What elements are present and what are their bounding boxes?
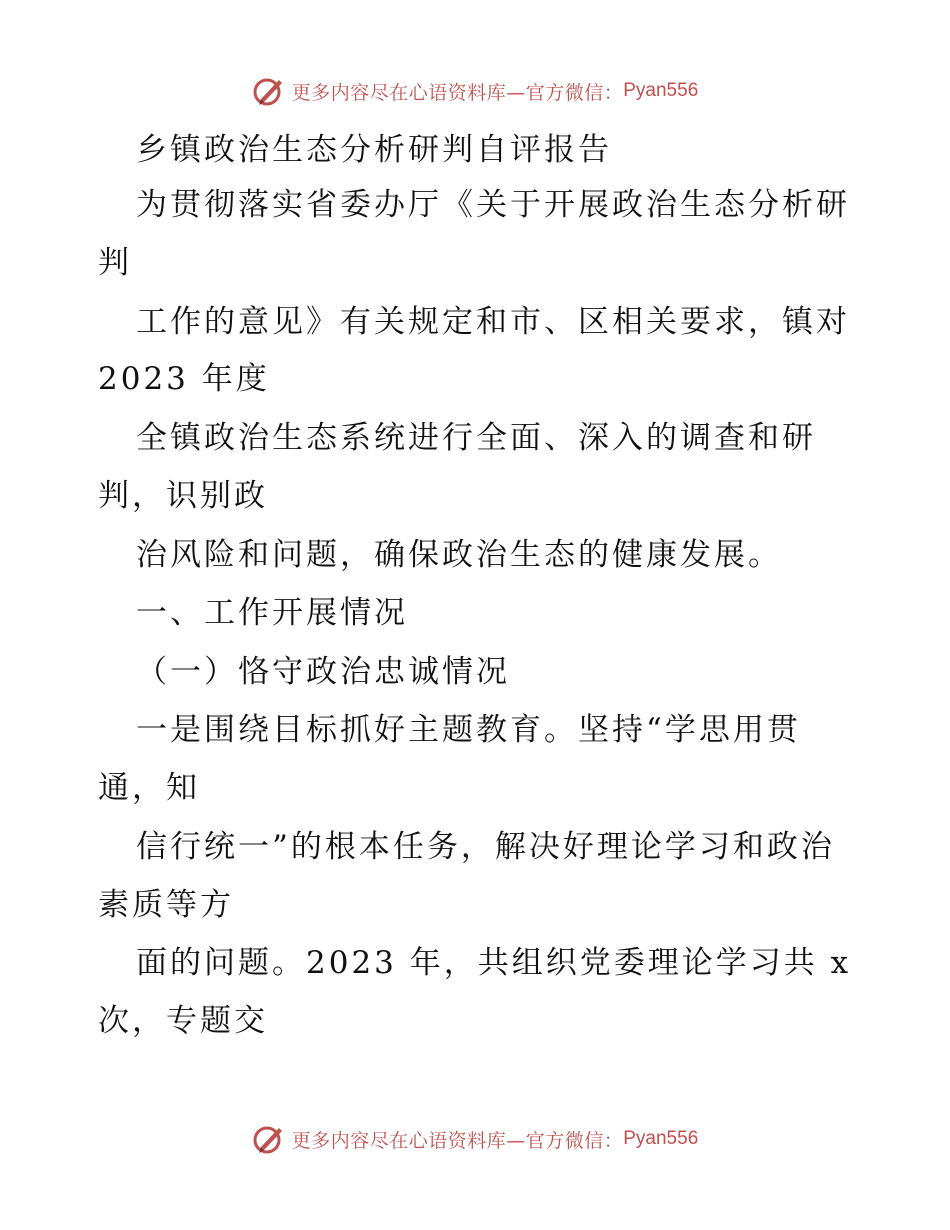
watermark-text: 更多内容尽在心语资料库—官方微信： bbox=[291, 81, 624, 104]
watermark-id: Pyan556 bbox=[623, 1128, 699, 1149]
text-line: 一是围绕目标抓好主题教育。坚持“学思用贯 bbox=[136, 712, 801, 748]
text-line: 治风险和问题，确保政治生态的健康发展。 bbox=[136, 537, 782, 573]
text-line: 判，识别政 bbox=[98, 478, 268, 514]
text-line: 全镇政治生态系统进行全面、深入的调查和研 bbox=[136, 420, 816, 456]
text-line: 面的问题。2023 年，共组织党委理论学习共 x bbox=[136, 945, 852, 981]
text-line: 通，知 bbox=[98, 770, 200, 806]
text-line: 素质等方 bbox=[98, 887, 234, 923]
section-heading: 一、工作开展情况 bbox=[136, 595, 408, 631]
pen-logo-icon bbox=[252, 74, 286, 108]
text-line: 信行统一”的根本任务，解决好理论学习和政治 bbox=[136, 829, 835, 865]
footer-watermark bbox=[0, 1119, 950, 1159]
text-line: 2023 年度 bbox=[98, 361, 270, 397]
text-line: 次，专题交 bbox=[98, 1003, 268, 1039]
watermark-id: Pyan556 bbox=[623, 80, 699, 101]
text-line: 为贯彻落实省委办厅《关于开展政治生态分析研 bbox=[136, 187, 850, 223]
header-watermark bbox=[0, 71, 950, 111]
subsection-heading: （一）恪守政治忠诚情况 bbox=[136, 654, 510, 690]
document-title: 乡镇政治生态分析研判自评报告 bbox=[136, 132, 612, 168]
pen-logo-icon bbox=[252, 1122, 286, 1156]
text-line: 工作的意见》有关规定和市、区相关要求，镇对 bbox=[136, 304, 850, 340]
watermark-text: 更多内容尽在心语资料库—官方微信： bbox=[291, 1129, 624, 1152]
text-line: 判 bbox=[98, 245, 132, 281]
